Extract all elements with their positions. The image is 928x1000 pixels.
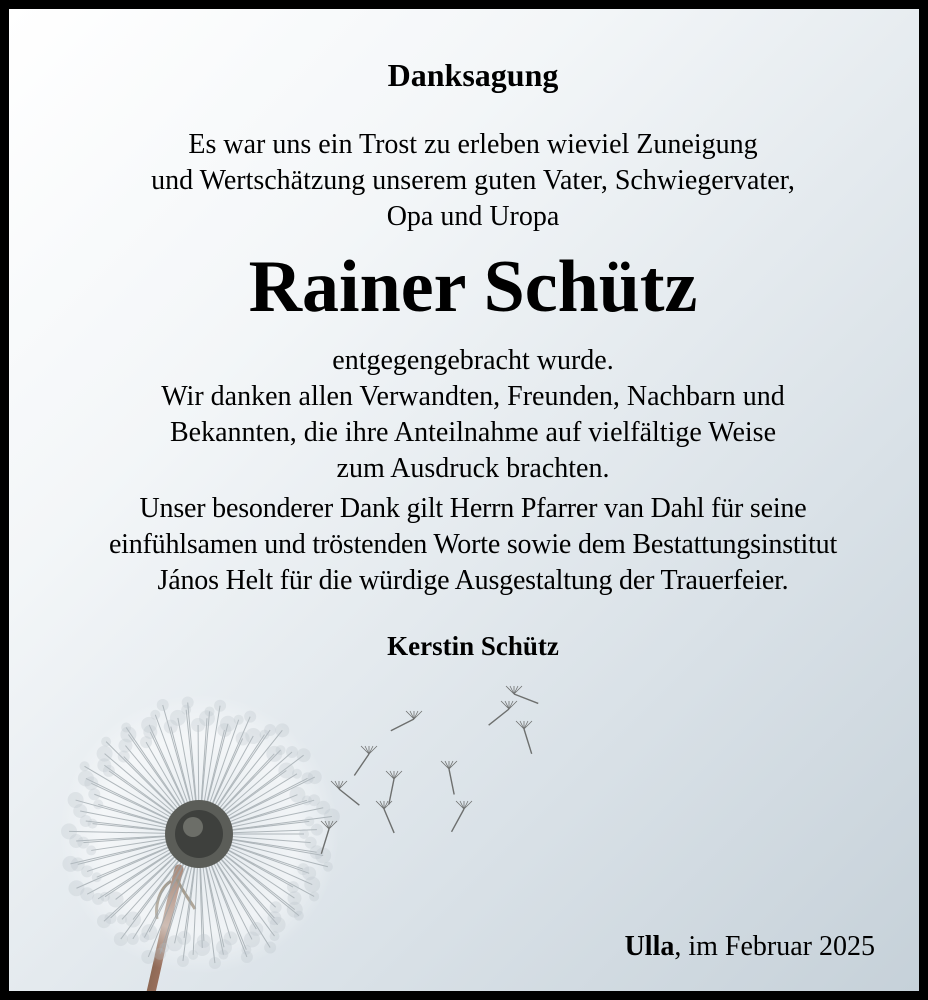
paragraph-line: zum Ausdruck brachten. <box>336 453 610 484</box>
paragraph-line: einfühlsamen und tröstenden Worte sowie dem Bestattungsinstitut <box>108 529 838 560</box>
paragraph-line: entgegengebracht wurde. <box>332 345 614 376</box>
paragraph-line: Bekannten, die ihre Anteilnahme auf vielfältige Weise <box>169 417 777 448</box>
paragraph-line: Wir danken allen Verwandten, Freunden, Nachbarn und <box>161 381 785 412</box>
deceased-name: Rainer Schütz <box>248 246 698 328</box>
intro-line: Es war uns ein Trost zu erleben wieviel Zuneigung <box>188 129 758 160</box>
paragraph-line: Unser besonderer Dank gilt Herrn Pfarrer van Dahl für seine <box>139 493 807 524</box>
thanks-paragraph <box>9 343 928 487</box>
signature: Kerstin Schütz <box>387 631 559 661</box>
intro-text <box>9 127 928 235</box>
place-name: Ulla <box>624 931 675 962</box>
date-text: , im Februar 2025 <box>674 931 875 962</box>
intro-line: Opa und Uropa <box>386 201 560 232</box>
heading: Danksagung <box>387 57 559 93</box>
paragraph-line: János Helt für die würdige Ausgestaltung der Trauerfeier. <box>157 565 789 596</box>
place-and-date <box>625 929 875 965</box>
special-thanks-paragraph <box>9 491 928 599</box>
intro-line: und Wertschätzung unserem guten Vater, Schwiegervater, <box>151 165 795 196</box>
